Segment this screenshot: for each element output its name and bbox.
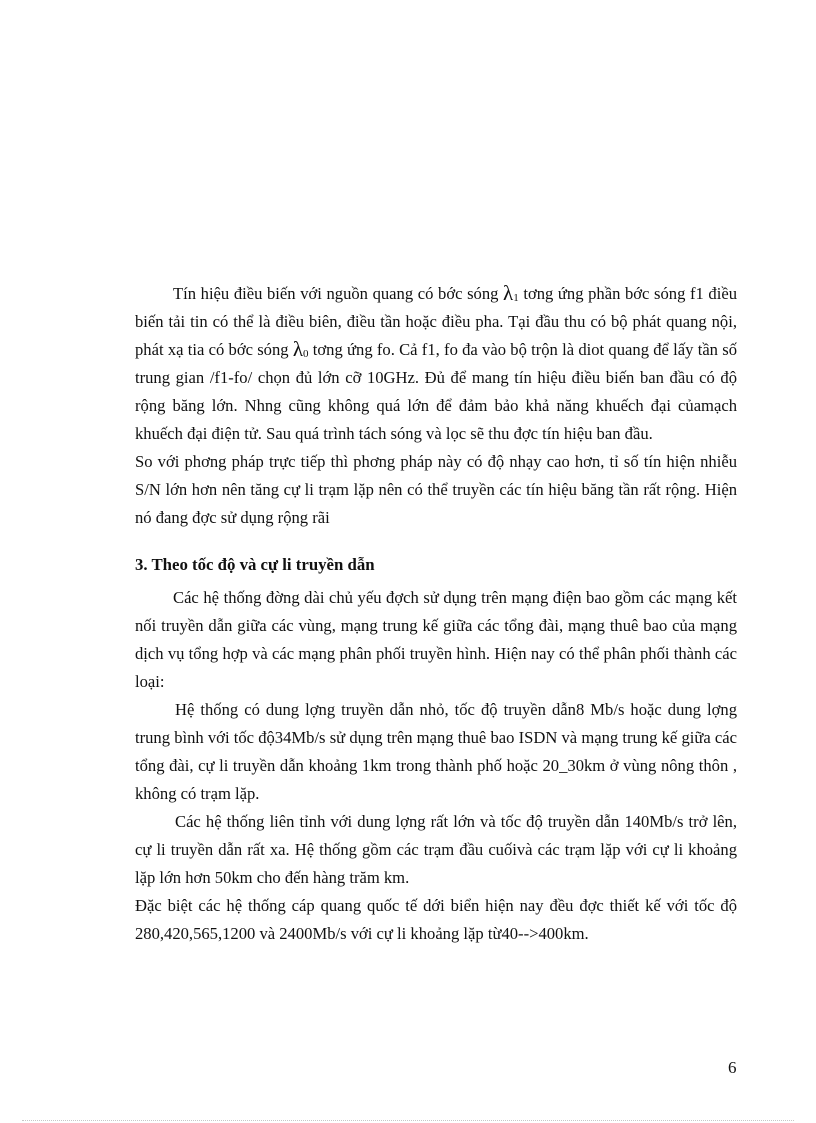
page-number: 6 [728, 1058, 737, 1077]
page-body [135, 280, 737, 948]
paragraph-5: Các hệ thống liên tỉnh với dung lợng rất lớn và tốc độ truyền dẫn 140Mb/s trở lên, cự li truyền dẫn rất xa. Hệ thống gồm các trạm đầu cuốivà các trạm lặp với cự li khoảng lặp lớn hơn 50km cho đến hàng trăm km. [135, 812, 737, 887]
paragraph-6: Đặc biệt các hệ thống cáp quang quốc tế dới biển hiện nay đều đợc thiết kế với tốc độ 280,420,565,1200 và 2400Mb/s với cự li khoảng lặp từ40-->400km. [135, 896, 737, 943]
section-heading: 3. Theo tốc độ và cự li truyền dẫn [135, 555, 375, 574]
paragraph-1-text-b: tơng ứng phần bớc sóng f1 điều biến tải tin có thể là điều biên, điều tần hoặc điều pha. Tại đầu thu có bộ phát quang nội, phát xạ tia có bớc sóng [135, 284, 737, 359]
paragraph-1-text-a: Tín hiệu điều biến với nguồn quang có bớc sóng [173, 284, 504, 303]
lambda-1-symbol: $\lambda_1$ [503, 281, 519, 305]
paragraph-2: So với phơng pháp trực tiếp thì phơng pháp này có độ nhạy cao hơn, tỉ số tín hiện nhiễu S/N lớn hơn nên tăng cự li trạm lặp nên có thể truyền các tín hiệu băng tần rất rộng. Hiện nó đang đợc sử dụng rộng rãi [135, 452, 737, 527]
paragraph-4: Hệ thống có dung lợng truyền dẫn nhỏ, tốc độ truyền dẫn8 Mb/s hoặc dung lợng trung bình với tốc độ34Mb/s sử dụng trên mạng thuê bao ISDN và mạng trung kế giữa các tổng đài, cự li truyền dẫn khoảng 1km trong thành phố hoặc 20_30km ở vùng nông thôn , không có trạm lặp. [135, 700, 737, 803]
paragraph-3: Các hệ thống đờng dài chủ yếu đợch sử dụng trên mạng điện bao gồm các mạng kết nối truyền dẫn giữa các vùng, mạng trung kế giữa các tổng đài, mạng thuê bao của mạng dịch vụ tổng hợp và các mạng phân phối truyền hình. Hiện nay có thể phân phối thành các loại: [135, 588, 737, 691]
lambda-0-symbol: $\lambda_0$ [292, 337, 309, 361]
paragraph-1-text-c: tơng ứng fo. Cả f1, fo đa vào bộ trộn là diot quang để lấy tần số trung gian /f1-fo/ chọn đủ lớn cỡ 10GHz. Đủ để mang tín hiệu điều biến ban đầu có độ rộng băng lớn. Nhng cũng không quá lớn để đảm bảo khả năng khuếch đại củamạch khuếch đại điện tử. Sau quá trình tách sóng và lọc sẽ thu đợc tín hiệu ban đầu. [135, 340, 737, 443]
footer-divider [22, 1120, 794, 1121]
paragraph-1 [135, 280, 737, 448]
